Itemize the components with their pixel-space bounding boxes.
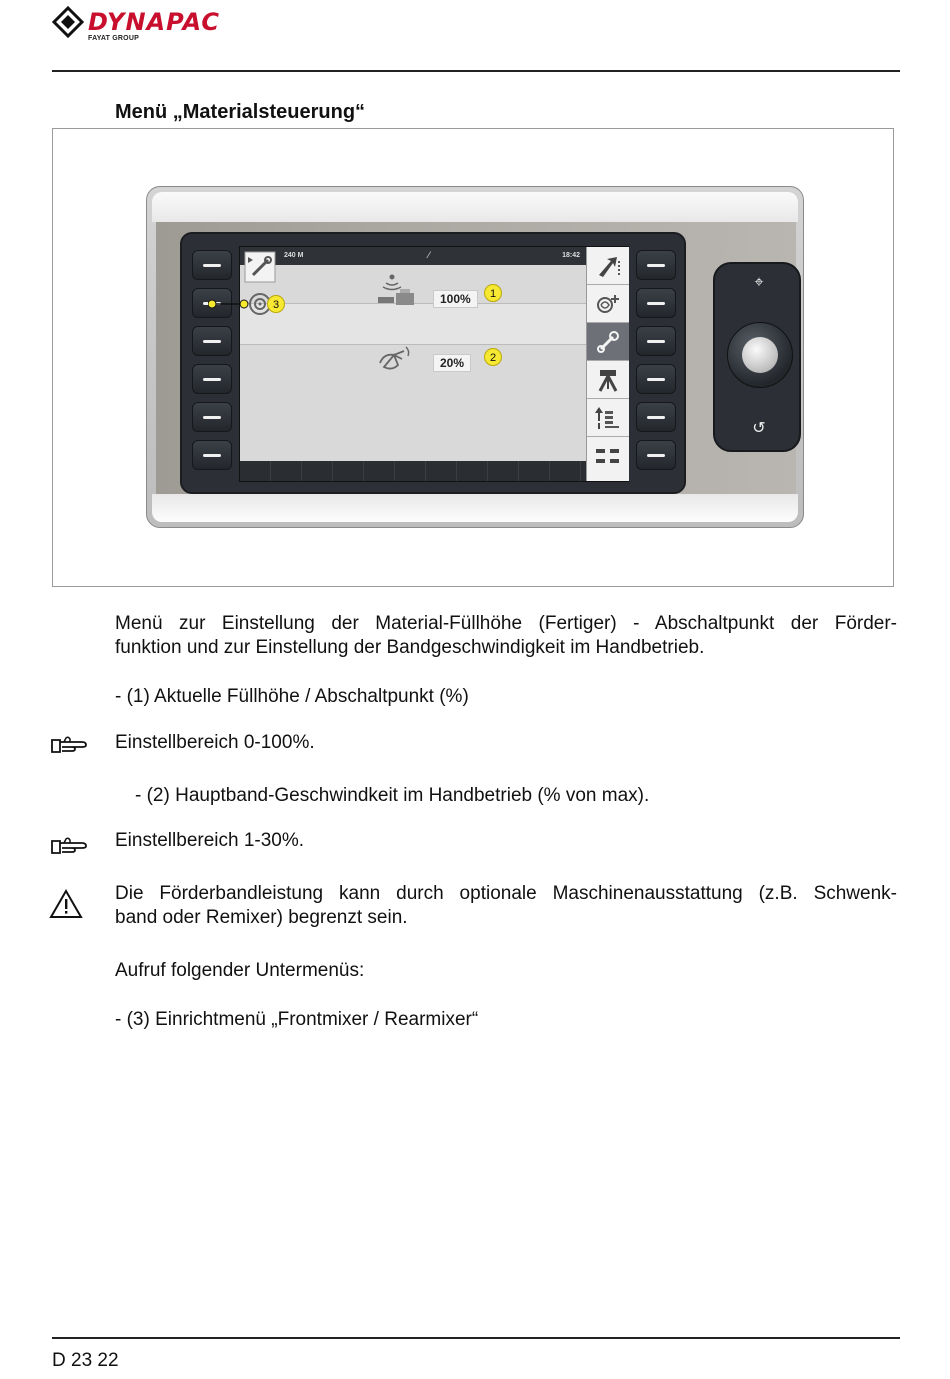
back-undo-icon[interactable]: ↺ [752,420,766,437]
status-left-text: 240 M [284,252,304,259]
softkey-right-3[interactable] [636,326,676,356]
warning-line-2: band oder Remixer) begrenzt sein. [115,907,408,928]
menu-levels-button[interactable] [587,399,629,437]
callout-1: 1 [484,284,502,302]
status-time: 18:42 [562,252,580,259]
softkey-right-5[interactable] [636,402,676,432]
list-item-3: - (3) Einrichtmenü „Frontmixer / Rearmixer“ [115,1009,479,1030]
display-screen [239,246,629,482]
control-display-device [146,186,804,528]
menu-tripod-button[interactable] [587,361,629,399]
auger-plus-icon [595,291,621,317]
softkey-left-3[interactable] [192,326,232,356]
wrench-icon [595,329,621,355]
header-rule [52,70,900,72]
list-item-1: - (1) Aktuelle Füllhöhe / Abschaltpunkt (%) [115,686,469,707]
screen-menu-column [586,247,629,481]
softkey-left-5[interactable] [192,402,232,432]
brand-subtitle: FAYAT GROUP [88,35,139,42]
status-bar [240,247,586,265]
softkey-right-2[interactable] [636,288,676,318]
callout-2: 2 [484,348,502,366]
intro-paragraph [115,612,897,660]
belt-speed-value[interactable]: 20% [433,354,471,372]
fill-level-row [240,303,586,345]
softkey-left-4[interactable] [192,364,232,394]
intro-line-2: funktion und zur Einstellung der Bandgeschwindigkeit im Handbetrieb. [115,637,705,658]
dynapac-diamond-icon [52,6,84,38]
device-bottom-trim [152,494,798,522]
softkey-right-4[interactable] [636,364,676,394]
section-title: Menü „Materialsteuerung“ [115,101,366,123]
note-range-1: Einstellbereich 0-100%. [115,732,315,753]
setup-tool-icon[interactable] [244,251,276,283]
warning-paragraph [115,882,897,930]
pointing-hand-icon [50,835,88,857]
softkey-left-1[interactable] [192,250,232,280]
screen-footer-bar [240,461,586,481]
intro-line-1: Menü zur Einstellung der Material-Füllhöhe (Fertiger) - Abschaltpunkt der Förder- [115,613,897,634]
rotary-knob[interactable] [727,322,793,388]
menu-grid-button[interactable] [587,437,629,481]
knob-press-button[interactable] [742,337,778,373]
fill-level-value[interactable]: 100% [433,290,478,308]
device-top-trim [152,192,798,222]
callout-3-leader [208,298,258,310]
dynapac-logo [52,6,312,46]
menu-exit-button[interactable] [587,247,629,285]
softkey-right-6[interactable] [636,440,676,470]
callout-3: 3 [267,295,285,313]
fill-level-sensor-icon [374,273,422,309]
wrench-status-icon: ⁄ [428,250,430,260]
brand-name: DYNAPAC [88,8,220,36]
pointing-hand-icon [50,734,88,756]
note-range-2: Einstellbereich 1-30%. [115,830,305,851]
exit-arrow-icon [595,253,621,279]
menu-auger-button[interactable] [587,285,629,323]
softkey-left-6[interactable] [192,440,232,470]
rotary-control-panel [713,262,801,452]
submenus-heading: Aufruf folgender Untermenüs: [115,960,365,981]
warning-triangle-icon [49,889,83,919]
page-number: D 23 22 [52,1350,119,1371]
softkey-right-1[interactable] [636,250,676,280]
manual-mode-hand-icon [374,343,414,375]
warning-line-1: Die Förderbandleistung kann durch optionale Maschinenausstattung (z.B. Schwenk- [115,883,897,904]
level-arrows-icon [595,405,621,431]
target-focus-icon[interactable]: ⌖ [754,274,764,291]
menu-settings-button-selected[interactable] [587,323,629,361]
footer-rule [52,1337,900,1339]
grid-menu-icon [595,443,621,469]
list-item-2: - (2) Hauptband-Geschwindkeit im Handbetrieb (% von max). [135,785,650,806]
tripod-camera-icon [595,367,621,393]
